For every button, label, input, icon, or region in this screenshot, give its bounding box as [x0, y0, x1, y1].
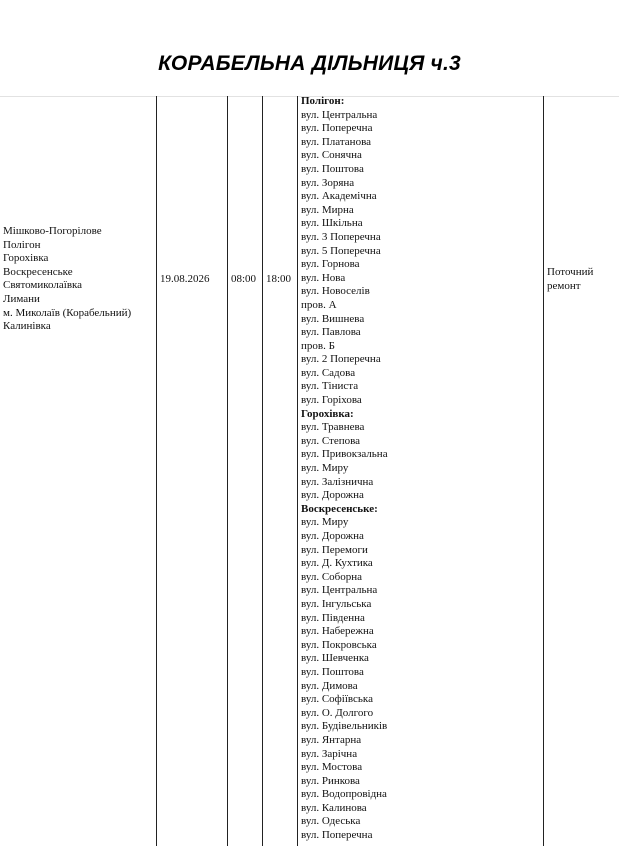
street-item: вул. Софіївська — [301, 693, 373, 706]
settlement-item: Святомиколаївка — [3, 279, 83, 292]
street-item: вул. 2 Поперечна — [301, 353, 381, 366]
street-item: вул. Центральна — [301, 584, 378, 597]
street-item: вул. Інгульська — [301, 597, 372, 610]
work-type-line: ремонт — [547, 279, 581, 292]
street-item: вул. Покровська — [301, 638, 377, 651]
page-title: КОРАБЕЛЬНА ДІЛЬНИЦЯ ч.3 — [158, 52, 461, 75]
street-item: вул. Вишнева — [301, 312, 365, 325]
street-item: вул. Нова — [301, 271, 346, 284]
street-item: вул. Миру — [301, 462, 349, 475]
street-item: вул. Миру — [301, 516, 349, 529]
street-item: вул. Зарічна — [301, 747, 358, 760]
street-item: вул. Набережна — [301, 625, 374, 638]
street-item: вул. Соборна — [301, 570, 363, 583]
street-item: вул. 3 Поперечна — [301, 230, 381, 243]
settlement-item: м. Миколаїв (Корабельний) — [3, 306, 132, 319]
settlement-item: Лимани — [3, 292, 40, 305]
street-item: вул. Привокзальна — [301, 448, 388, 461]
column-divider — [262, 96, 263, 846]
street-item: вул. Ринкова — [301, 774, 360, 787]
street-group-header: Воскресенське: — [301, 502, 378, 515]
outage-table — [0, 96, 619, 846]
street-item: вул. Степова — [301, 434, 361, 447]
street-item: вул. Дорожна — [301, 489, 364, 502]
street-item: вул. Травнева — [301, 421, 365, 434]
street-item: вул. Академічна — [301, 190, 377, 203]
street-item: вул. Новоселів — [301, 285, 370, 298]
settlement-item: Полігон — [3, 238, 41, 251]
street-item: вул. О. Долгого — [301, 706, 374, 719]
street-item: вул. Зоряна — [301, 176, 355, 189]
date-cell: 19.08.2026 — [160, 273, 210, 285]
street-item: вул. Одеська — [301, 815, 361, 828]
street-item: вул. Горіхова — [301, 394, 362, 407]
street-item: вул. Димова — [301, 679, 358, 692]
street-item: вул. Сонячна — [301, 149, 362, 162]
street-item: вул. Мирна — [301, 203, 354, 216]
street-item: вул. Шкільна — [301, 217, 363, 230]
street-item: вул. Водопровідна — [301, 788, 387, 801]
work-type-line: Поточний — [547, 266, 594, 278]
street-item: вул. Будівельників — [301, 720, 388, 733]
column-divider — [297, 96, 298, 846]
street-item: вул. Південна — [301, 611, 365, 624]
work-type-cell — [547, 266, 617, 293]
settlements-cell — [3, 225, 155, 334]
column-divider — [543, 96, 544, 846]
end-time-cell: 18:00 — [266, 273, 292, 285]
street-group-header: Полігон: — [301, 95, 345, 107]
street-item: пров. Б — [301, 339, 335, 352]
street-item: вул. Садова — [301, 366, 356, 379]
street-item: вул. Поперечна — [301, 122, 373, 135]
street-item: вул. Янтарна — [301, 733, 362, 746]
settlement-item: Мішково-Погорілове — [3, 225, 102, 237]
street-item: вул. Залізнична — [301, 475, 374, 488]
column-divider — [156, 96, 157, 846]
street-item: вул. Центральна — [301, 108, 378, 121]
settlement-item: Горохівка — [3, 252, 49, 265]
street-item: вул. Д. Кухтика — [301, 557, 373, 570]
street-item: вул. Шевченка — [301, 652, 369, 665]
start-time-cell: 08:00 — [231, 273, 257, 285]
streets-cell — [301, 95, 541, 843]
column-divider — [227, 96, 228, 846]
street-item: вул. Калинова — [301, 801, 367, 814]
street-item: вул. 5 Поперечна — [301, 244, 381, 257]
street-item: вул. Платанова — [301, 135, 371, 148]
settlement-item: Калинівка — [3, 320, 51, 333]
street-item: вул. Павлова — [301, 326, 361, 339]
street-item: вул. Поштова — [301, 665, 364, 678]
street-item: вул. Поштова — [301, 162, 364, 175]
street-item: вул. Мостова — [301, 761, 363, 774]
street-item: вул. Горнова — [301, 258, 360, 271]
street-item: вул. Дорожна — [301, 530, 364, 542]
settlement-item: Воскресенське — [3, 265, 73, 278]
street-item: пров. А — [301, 298, 337, 311]
street-item: вул. Поперечна — [301, 829, 373, 842]
street-group-header: Горохівка: — [301, 407, 354, 420]
street-item: вул. Тіниста — [301, 380, 359, 393]
street-item: вул. Перемоги — [301, 543, 368, 556]
